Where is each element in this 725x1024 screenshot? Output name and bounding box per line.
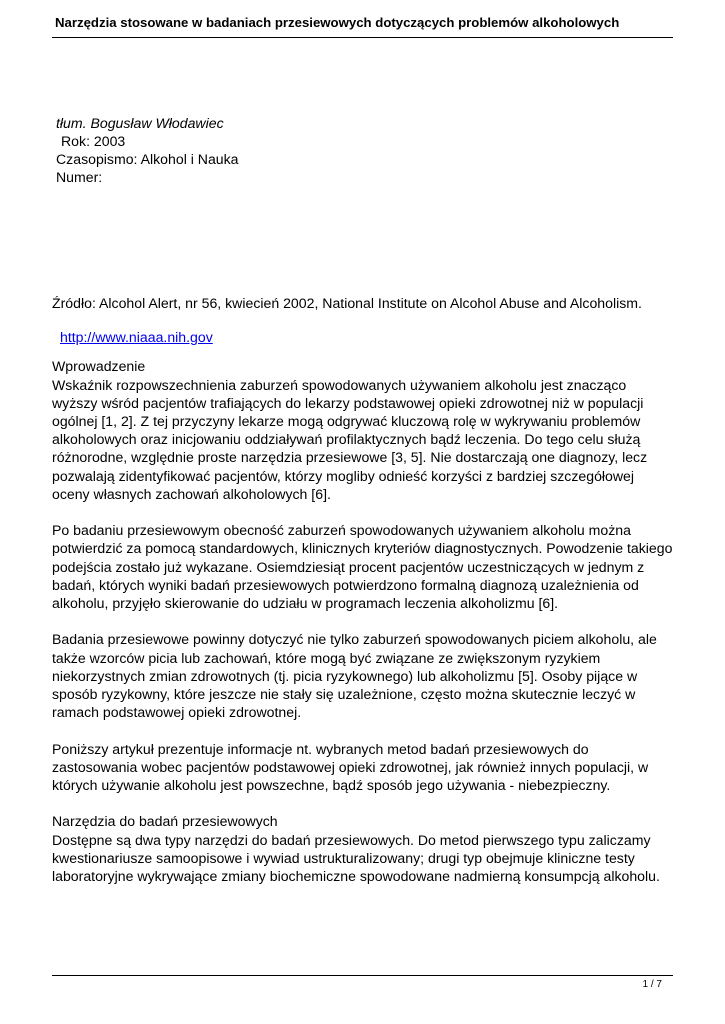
intro-paragraph-4: Poniższy artykuł prezentuje informacje nt. wybranych metod badań przesiewowych do zastosowania wobec pacjentów podstawowej opieki zdrowotnej, jak również innych populacji, w których używanie alkoholu jest powszechne, bądź sposób jego używania - niebezpieczny. bbox=[52, 740, 649, 794]
translator: tłum. Bogusław Włodawiec bbox=[56, 115, 224, 131]
article-body bbox=[52, 294, 674, 903]
tools-paragraph-1: Dostępne są dwa typy narzędzi do badań przesiewowych. Do metod pierwszego typu zaliczamy kwestionariusze samoopisowe i wywiad ustrukturalizowany; drugi typ obejmuje kliniczne testy laboratoryjne wykrywające zmiany biochemiczne spowodowane nadmierną konsumpcją alkoholu. bbox=[52, 831, 660, 885]
header-divider bbox=[52, 37, 673, 38]
source-link[interactable]: http://www.niaaa.nih.gov bbox=[60, 329, 213, 346]
intro-paragraph-2: Po badaniu przesiewowym obecność zaburzeń spowodowanych używaniem alkoholu można potwierdzić za pomocą standardowych, klinicznych kryteriów diagnostycznych. Powodzenie takiego podejścia zostało już wykazane. Osiemdziesiąt procent pacjentów uczestniczących w jednym z badań, których wyniki badań przesiewowych potwierdzono formalną diagnozą uzależnienia od alkoholu, przyjęło skierowanie do udziału w programach leczenia alkoholizmu [6]. bbox=[52, 522, 673, 612]
intro-paragraph-3: Badania przesiewowe powinny dotyczyć nie tylko zaburzeń spowodowanych piciem alkoholu, ale także wzorców picia lub zachowań, które mogą być związane ze zwiększonym ryzykiem niekorzystnych zmian zdrowotnych (tj. picia ryzykownego) lub alkoholizmu [5]. Osoby pijące w sposób ryzykowny, które jeszcze nie stały się uzależnione, często można skutecznie leczyć w ramach podstawowej opieki zdrowotnej. bbox=[52, 631, 657, 721]
page-number: 1 / 7 bbox=[642, 979, 662, 990]
journal: Czasopismo: Alkohol i Nauka bbox=[56, 151, 239, 167]
article-meta bbox=[56, 114, 239, 186]
intro-paragraph-1: Wskaźnik rozpowszechnienia zaburzeń spowodowanych używaniem alkoholu jest znacząco wyższy wśród pacjentów trafiających do lekarzy podstawowej opieki zdrowotnej niż w populacji ogólnej [1, 2]. Z tej przyczyny lekarze mogą odgrywać kluczową rolę w wykrywaniu problemów alkoholowych oraz inicjowaniu oddziaływań profilaktycznych bądź leczenia. Do tego celu służą różnorodne, względnie proste narzędzia przesiewowe [3, 5]. Nie dostarczają one diagnozy, lecz pozwalają zidentyfikować pacjentów, którzy mogliby odnieść korzyści z bardziej szczegółowej oceny własnych zachowań alkoholowych [6]. bbox=[52, 376, 648, 502]
page-header-title: Narzędzia stosowane w badaniach przesiewowych dotyczących problemów alkoholowych bbox=[55, 15, 620, 30]
year: Rok: 2003 bbox=[61, 133, 126, 149]
source-citation: Źródło: Alcohol Alert, nr 56, kwiecień 2002, National Institute on Alcohol Abuse and Alcoholism. bbox=[52, 295, 642, 311]
footer-divider bbox=[52, 975, 673, 976]
tools-heading: Narzędzia do badań przesiewowych bbox=[52, 813, 278, 830]
intro-section bbox=[52, 357, 674, 794]
intro-heading: Wprowadzenie bbox=[52, 358, 146, 375]
tools-section bbox=[52, 812, 674, 885]
issue-number: Numer: bbox=[56, 169, 103, 185]
